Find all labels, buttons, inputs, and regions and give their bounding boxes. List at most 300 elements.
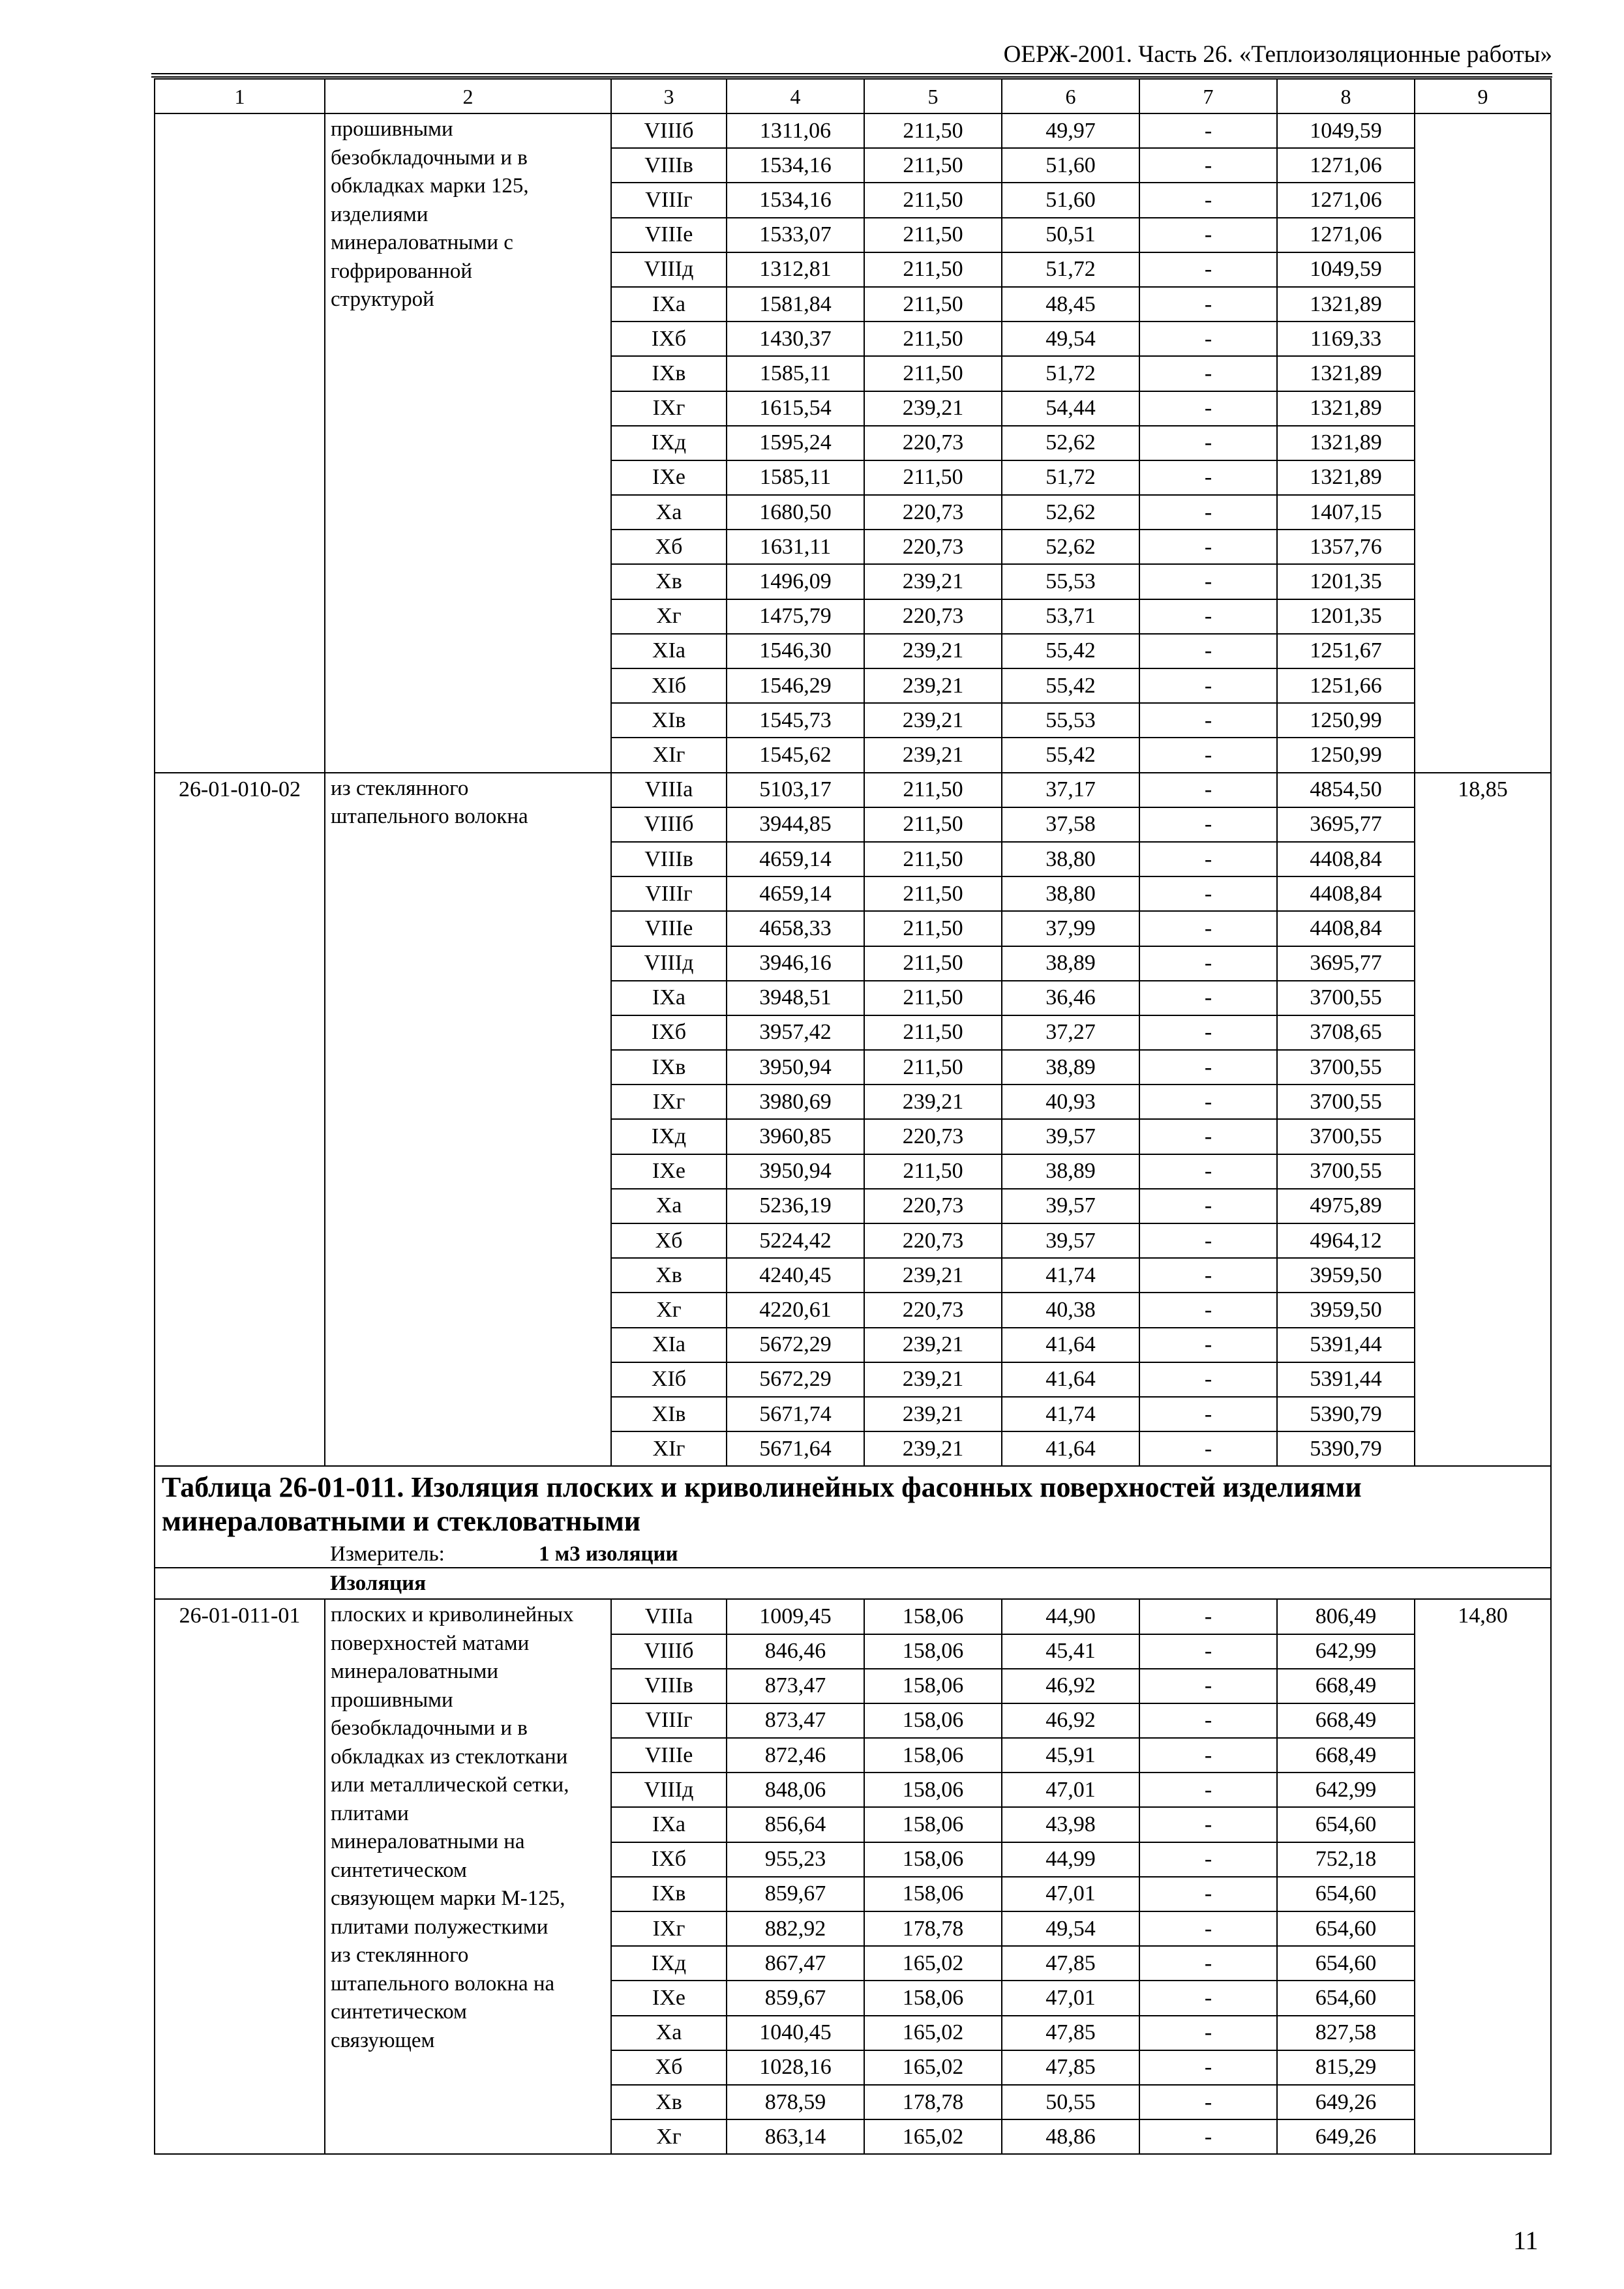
table-cell: 211,50	[864, 1015, 1002, 1050]
table-cell: 1321,89	[1277, 426, 1415, 460]
table-cell: VIIIе	[611, 911, 727, 946]
meter-line	[162, 1541, 1544, 1567]
table-cell: 211,50	[864, 460, 1002, 495]
table-cell: 1631,11	[727, 530, 864, 564]
table-cell: 220,73	[864, 1119, 1002, 1154]
table-cell: 48,86	[1002, 2119, 1139, 2154]
table-cell: -	[1139, 1015, 1277, 1050]
table-cell: 1250,99	[1277, 738, 1415, 772]
table-cell: 158,06	[864, 1842, 1002, 1877]
table-cell: 5390,79	[1277, 1431, 1415, 1466]
table-cell: -	[1139, 1877, 1277, 1911]
table-cell: IXе	[611, 1154, 727, 1189]
column-number: 3	[611, 79, 727, 113]
table-cell: -	[1139, 807, 1277, 842]
table-cell: -	[1139, 218, 1277, 252]
column-number: 5	[864, 79, 1002, 113]
table-cell: 1201,35	[1277, 599, 1415, 634]
table-cell: IXб	[611, 1842, 727, 1877]
rate-code	[155, 113, 325, 773]
table-cell: IXг	[611, 1085, 727, 1119]
table-cell: 1546,29	[727, 668, 864, 703]
table-cell: VIIIа	[611, 1599, 727, 1634]
table-cell: 239,21	[864, 1362, 1002, 1397]
table-cell: 1585,11	[727, 356, 864, 391]
table-cell: 1546,30	[727, 634, 864, 668]
table-cell: -	[1139, 1634, 1277, 1669]
table-cell: -	[1139, 530, 1277, 564]
table-cell: 211,50	[864, 113, 1002, 148]
work-description: плоских и криволинейных поверхностей матами минераловатными прошивными безобкладочными и в обкладках из стеклоткани или металлической сетки, плитами минераловатными на синтетическом связующем марки М-125, плитами полужесткими из стеклянного штапельного волокна на синтетическом связующем	[325, 1599, 611, 2154]
table-cell: 211,50	[864, 252, 1002, 287]
table-cell: VIIIд	[611, 1773, 727, 1807]
table-cell: -	[1139, 287, 1277, 322]
table-cell: 654,60	[1277, 1946, 1415, 1981]
table-cell: VIIIб	[611, 1634, 727, 1669]
table-cell: -	[1139, 460, 1277, 495]
table-cell: 4240,45	[727, 1258, 864, 1293]
table-cell: 41,74	[1002, 1258, 1139, 1293]
table-cell: 47,85	[1002, 2050, 1139, 2085]
table-cell: Xг	[611, 1293, 727, 1327]
table-cell: 1251,67	[1277, 634, 1415, 668]
table-cell: 1312,81	[727, 252, 864, 287]
table-cell: VIIIг	[611, 183, 727, 217]
table-cell: 3695,77	[1277, 946, 1415, 981]
table-cell: 654,60	[1277, 1877, 1415, 1911]
column-number: 2	[325, 79, 611, 113]
work-description: из стеклянного штапельного волокна	[325, 773, 611, 1467]
table-cell: VIIIд	[611, 252, 727, 287]
table-cell: 3695,77	[1277, 807, 1415, 842]
table-cell: 3700,55	[1277, 1154, 1415, 1189]
table-cell: -	[1139, 1119, 1277, 1154]
table-cell: -	[1139, 1599, 1277, 1634]
table-cell: 41,74	[1002, 1397, 1139, 1431]
table-cell: 1545,62	[727, 738, 864, 772]
table-cell: IXа	[611, 287, 727, 322]
table-cell: 49,54	[1002, 322, 1139, 356]
table-cell: 5390,79	[1277, 1397, 1415, 1431]
table-cell: 3959,50	[1277, 1293, 1415, 1327]
table-cell: 5103,17	[727, 773, 864, 807]
table-cell: 1581,84	[727, 287, 864, 322]
table-cell: 5224,42	[727, 1223, 864, 1258]
table-cell: 815,29	[1277, 2050, 1415, 2085]
table-cell: 1534,16	[727, 148, 864, 183]
table-row	[155, 113, 1551, 148]
table-cell: 45,41	[1002, 1634, 1139, 1669]
table-cell: 3944,85	[727, 807, 864, 842]
table-cell: -	[1139, 183, 1277, 217]
table-cell: -	[1139, 1738, 1277, 1773]
table-cell: 158,06	[864, 1773, 1002, 1807]
column-number: 7	[1139, 79, 1277, 113]
table-cell: 5672,29	[727, 1362, 864, 1397]
table-cell: -	[1139, 1362, 1277, 1397]
table-cell: 239,21	[864, 634, 1002, 668]
table-cell: 211,50	[864, 1154, 1002, 1189]
table-cell: Xа	[611, 1189, 727, 1223]
table-cell: 50,51	[1002, 218, 1139, 252]
table-cell: 1321,89	[1277, 391, 1415, 426]
table-cell: 5236,19	[727, 1189, 864, 1223]
table-cell: 39,57	[1002, 1119, 1139, 1154]
table-cell: 1321,89	[1277, 356, 1415, 391]
table-cell: 239,21	[864, 703, 1002, 738]
table-cell: -	[1139, 773, 1277, 807]
table-cell: 239,21	[864, 1328, 1002, 1362]
table-cell: VIIIб	[611, 113, 727, 148]
table-cell: 1680,50	[727, 495, 864, 530]
table-cell: -	[1139, 981, 1277, 1015]
table-cell: 51,60	[1002, 183, 1139, 217]
rate-code: 26-01-011-01	[155, 1599, 325, 2154]
table-cell: -	[1139, 113, 1277, 148]
table-cell: 654,60	[1277, 1911, 1415, 1946]
table-cell: 642,99	[1277, 1634, 1415, 1669]
table-cell: -	[1139, 1703, 1277, 1738]
table-cell: 38,89	[1002, 1154, 1139, 1189]
table-cell: 239,21	[864, 738, 1002, 772]
table-cell: 44,90	[1002, 1599, 1139, 1634]
table-cell: 46,92	[1002, 1703, 1139, 1738]
table-cell: 1533,07	[727, 218, 864, 252]
table-cell: 52,62	[1002, 426, 1139, 460]
table-cell: 4408,84	[1277, 911, 1415, 946]
table-cell: 220,73	[864, 1223, 1002, 1258]
table-cell: IXв	[611, 1050, 727, 1085]
table-cell: 41,64	[1002, 1431, 1139, 1466]
table-cell: 220,73	[864, 599, 1002, 634]
table-cell: 44,99	[1002, 1842, 1139, 1877]
table-cell: 158,06	[864, 1738, 1002, 1773]
table-cell: 1201,35	[1277, 564, 1415, 599]
table-cell: 47,01	[1002, 1877, 1139, 1911]
table-cell: IXа	[611, 981, 727, 1015]
column-number: 1	[155, 79, 325, 113]
table-cell: 1040,45	[727, 2016, 864, 2050]
table-cell: 3700,55	[1277, 1085, 1415, 1119]
table-cell: 211,50	[864, 356, 1002, 391]
column-number: 8	[1277, 79, 1415, 113]
table-cell: 3946,16	[727, 946, 864, 981]
table-cell: 211,50	[864, 1050, 1002, 1085]
table-cell: 1271,06	[1277, 148, 1415, 183]
table-cell: -	[1139, 703, 1277, 738]
table-cell: -	[1139, 322, 1277, 356]
table-cell: 50,55	[1002, 2085, 1139, 2119]
table-cell: 649,26	[1277, 2119, 1415, 2154]
table-cell: 1311,06	[727, 113, 864, 148]
table-cell: 1271,06	[1277, 183, 1415, 217]
table-cell: 37,99	[1002, 911, 1139, 946]
table-cell: XIв	[611, 1397, 727, 1431]
table-cell: -	[1139, 2016, 1277, 2050]
table-cell: XIб	[611, 1362, 727, 1397]
column-number: 4	[727, 79, 864, 113]
table-cell: 211,50	[864, 148, 1002, 183]
table-cell: -	[1139, 1946, 1277, 1981]
table-cell: 211,50	[864, 183, 1002, 217]
column-number: 9	[1415, 79, 1551, 113]
table-cell: Xб	[611, 530, 727, 564]
table-cell: 47,01	[1002, 1981, 1139, 2015]
table-cell: 211,50	[864, 842, 1002, 876]
table-cell: 668,49	[1277, 1703, 1415, 1738]
coefficient: 18,85	[1415, 773, 1551, 1467]
table-cell: 53,71	[1002, 599, 1139, 634]
table-cell: 3948,51	[727, 981, 864, 1015]
table-cell: 239,21	[864, 564, 1002, 599]
table-cell: 1321,89	[1277, 460, 1415, 495]
table-cell: 158,06	[864, 1669, 1002, 1703]
table-cell: 48,45	[1002, 287, 1139, 322]
table-cell: 49,97	[1002, 113, 1139, 148]
table-cell: 55,53	[1002, 703, 1139, 738]
table-cell: -	[1139, 1328, 1277, 1362]
table-cell: 1321,89	[1277, 287, 1415, 322]
table-row	[155, 773, 1551, 807]
table-cell: 1475,79	[727, 599, 864, 634]
table-cell: -	[1139, 911, 1277, 946]
section-title-cell	[155, 1466, 1551, 1568]
table-cell: -	[1139, 1050, 1277, 1085]
table-cell: -	[1139, 495, 1277, 530]
table-cell: IXб	[611, 1015, 727, 1050]
table-cell: XIа	[611, 1328, 727, 1362]
table-cell: 3960,85	[727, 1119, 864, 1154]
table-cell: 4408,84	[1277, 842, 1415, 876]
table-cell: 47,85	[1002, 2016, 1139, 2050]
table-cell: 3708,65	[1277, 1015, 1415, 1050]
table-cell: 220,73	[864, 1189, 1002, 1223]
table-cell: 43,98	[1002, 1807, 1139, 1842]
table-cell: 4659,14	[727, 876, 864, 911]
table-cell: 668,49	[1277, 1669, 1415, 1703]
table-cell: 1407,15	[1277, 495, 1415, 530]
subheading: Изоляция	[155, 1568, 1551, 1599]
table-cell: Xв	[611, 564, 727, 599]
coefficient: 14,80	[1415, 1599, 1551, 2154]
table-cell: 3980,69	[727, 1085, 864, 1119]
table-cell: 872,46	[727, 1738, 864, 1773]
table-row	[155, 1599, 1551, 1634]
table-cell: 3950,94	[727, 1154, 864, 1189]
table-cell: -	[1139, 1431, 1277, 1466]
table-cell: 1615,54	[727, 391, 864, 426]
table-cell: 668,49	[1277, 1738, 1415, 1773]
table-cell: 54,44	[1002, 391, 1139, 426]
table-cell: Xа	[611, 2016, 727, 2050]
table-cell: -	[1139, 1189, 1277, 1223]
table-cell: 211,50	[864, 218, 1002, 252]
table-cell: 51,72	[1002, 460, 1139, 495]
table-cell: 220,73	[864, 426, 1002, 460]
table-cell: 220,73	[864, 495, 1002, 530]
table-cell: -	[1139, 2119, 1277, 2154]
table-cell: 38,80	[1002, 842, 1139, 876]
table-cell: XIв	[611, 703, 727, 738]
rates-table	[154, 78, 1552, 2155]
table-cell: IXг	[611, 391, 727, 426]
table-cell: 49,54	[1002, 1911, 1139, 1946]
table-cell: 36,46	[1002, 981, 1139, 1015]
table-cell: 955,23	[727, 1842, 864, 1877]
table-cell: IXд	[611, 1946, 727, 1981]
table-cell: 220,73	[864, 1293, 1002, 1327]
table-cell: -	[1139, 1085, 1277, 1119]
table-cell: 211,50	[864, 287, 1002, 322]
table-cell: -	[1139, 668, 1277, 703]
table-cell: 1585,11	[727, 460, 864, 495]
table-cell: 4854,50	[1277, 773, 1415, 807]
header-rule	[151, 73, 1552, 78]
table-cell: 654,60	[1277, 1807, 1415, 1842]
table-cell: 1430,37	[727, 322, 864, 356]
page-number: 11	[1513, 2226, 1539, 2255]
table-cell: 867,47	[727, 1946, 864, 1981]
table-cell: 239,21	[864, 668, 1002, 703]
table-cell: 165,02	[864, 1946, 1002, 1981]
table-cell: 239,21	[864, 1397, 1002, 1431]
table-cell: 37,17	[1002, 773, 1139, 807]
table-cell: 37,27	[1002, 1015, 1139, 1050]
table-cell: -	[1139, 1807, 1277, 1842]
table-cell: -	[1139, 252, 1277, 287]
table-cell: 211,50	[864, 876, 1002, 911]
table-cell: 642,99	[1277, 1773, 1415, 1807]
table-cell: 1534,16	[727, 183, 864, 217]
table-cell: 4658,33	[727, 911, 864, 946]
table-cell: 3950,94	[727, 1050, 864, 1085]
table-cell: VIIIв	[611, 1669, 727, 1703]
table-cell: 220,73	[864, 530, 1002, 564]
table-cell: 55,42	[1002, 738, 1139, 772]
table-cell: VIIIе	[611, 1738, 727, 1773]
subheading-row	[155, 1568, 1551, 1599]
table-cell: VIIIе	[611, 218, 727, 252]
table-cell: 806,49	[1277, 1599, 1415, 1634]
table-cell: IXд	[611, 1119, 727, 1154]
table-cell: 211,50	[864, 807, 1002, 842]
table-cell: 878,59	[727, 2085, 864, 2119]
table-cell: -	[1139, 2085, 1277, 2119]
table-cell: 165,02	[864, 2119, 1002, 2154]
table-cell: Xг	[611, 2119, 727, 2154]
table-cell: VIIIд	[611, 946, 727, 981]
table-cell: 752,18	[1277, 1842, 1415, 1877]
table-cell: 239,21	[864, 1258, 1002, 1293]
table-cell: IXв	[611, 1877, 727, 1911]
table-cell: 165,02	[864, 2050, 1002, 2085]
table-cell: Xб	[611, 2050, 727, 2085]
table-cell: 1049,59	[1277, 252, 1415, 287]
table-cell: VIIIб	[611, 807, 727, 842]
table-cell: -	[1139, 1223, 1277, 1258]
table-cell: -	[1139, 599, 1277, 634]
table-cell: XIа	[611, 634, 727, 668]
table-cell: 47,01	[1002, 1773, 1139, 1807]
table-cell: 3959,50	[1277, 1258, 1415, 1293]
table-cell: 46,92	[1002, 1669, 1139, 1703]
work-description: прошивными безобкладочными и в обкладках марки 125, изделиями минераловатными с гофрированной структурой	[325, 113, 611, 773]
table-cell: -	[1139, 1773, 1277, 1807]
page-header: ОЕРЖ-2001. Часть 26. «Теплоизоляционные работы»	[1003, 41, 1552, 68]
table-cell: 4408,84	[1277, 876, 1415, 911]
table-cell: 3700,55	[1277, 981, 1415, 1015]
table-cell: VIIIа	[611, 773, 727, 807]
table-cell: 1496,09	[727, 564, 864, 599]
table-cell: Xа	[611, 495, 727, 530]
table-cell: 51,60	[1002, 148, 1139, 183]
table-cell: IXе	[611, 460, 727, 495]
table-cell: 158,06	[864, 1877, 1002, 1911]
table-cell: 5672,29	[727, 1328, 864, 1362]
table-cell: 859,67	[727, 1981, 864, 2015]
table-cell: -	[1139, 842, 1277, 876]
table-cell: 827,58	[1277, 2016, 1415, 2050]
table-cell: 211,50	[864, 773, 1002, 807]
table-cell: VIIIв	[611, 148, 727, 183]
table-cell: 1169,33	[1277, 322, 1415, 356]
table-cell: -	[1139, 1397, 1277, 1431]
table-cell: 52,62	[1002, 530, 1139, 564]
table-cell: -	[1139, 1293, 1277, 1327]
table-cell: 45,91	[1002, 1738, 1139, 1773]
table-cell: 856,64	[727, 1807, 864, 1842]
column-number-row	[155, 79, 1551, 113]
table-cell: 882,92	[727, 1911, 864, 1946]
table-cell: -	[1139, 1258, 1277, 1293]
coefficient	[1415, 113, 1551, 773]
meter-value: 1 м3 изоляции	[539, 1542, 678, 1566]
table-cell: VIIIв	[611, 842, 727, 876]
table-cell: -	[1139, 148, 1277, 183]
table-cell: 239,21	[864, 391, 1002, 426]
table-cell: Xг	[611, 599, 727, 634]
table-cell: 1049,59	[1277, 113, 1415, 148]
table-cell: 1545,73	[727, 703, 864, 738]
table-cell: 1271,06	[1277, 218, 1415, 252]
rates-table-body	[155, 79, 1551, 2154]
table-cell: Xб	[611, 1223, 727, 1258]
table-cell: 3700,55	[1277, 1119, 1415, 1154]
table-cell: 39,57	[1002, 1189, 1139, 1223]
table-cell: XIб	[611, 668, 727, 703]
table-cell: XIг	[611, 738, 727, 772]
table-cell: Xв	[611, 1258, 727, 1293]
table-cell: IXв	[611, 356, 727, 391]
table-cell: 40,93	[1002, 1085, 1139, 1119]
table-cell: -	[1139, 564, 1277, 599]
table-cell: -	[1139, 946, 1277, 981]
table-cell: 859,67	[727, 1877, 864, 1911]
table-cell: 158,06	[864, 1634, 1002, 1669]
table-cell: 51,72	[1002, 252, 1139, 287]
table-cell: 239,21	[864, 1431, 1002, 1466]
table-cell: -	[1139, 1669, 1277, 1703]
table-cell: -	[1139, 634, 1277, 668]
table-cell: 51,72	[1002, 356, 1139, 391]
table-cell: -	[1139, 1842, 1277, 1877]
table-cell: 47,85	[1002, 1946, 1139, 1981]
table-cell: VIIIг	[611, 1703, 727, 1738]
table-cell: -	[1139, 738, 1277, 772]
table-cell: 649,26	[1277, 2085, 1415, 2119]
table-cell: 654,60	[1277, 1981, 1415, 2015]
table-cell: 211,50	[864, 911, 1002, 946]
